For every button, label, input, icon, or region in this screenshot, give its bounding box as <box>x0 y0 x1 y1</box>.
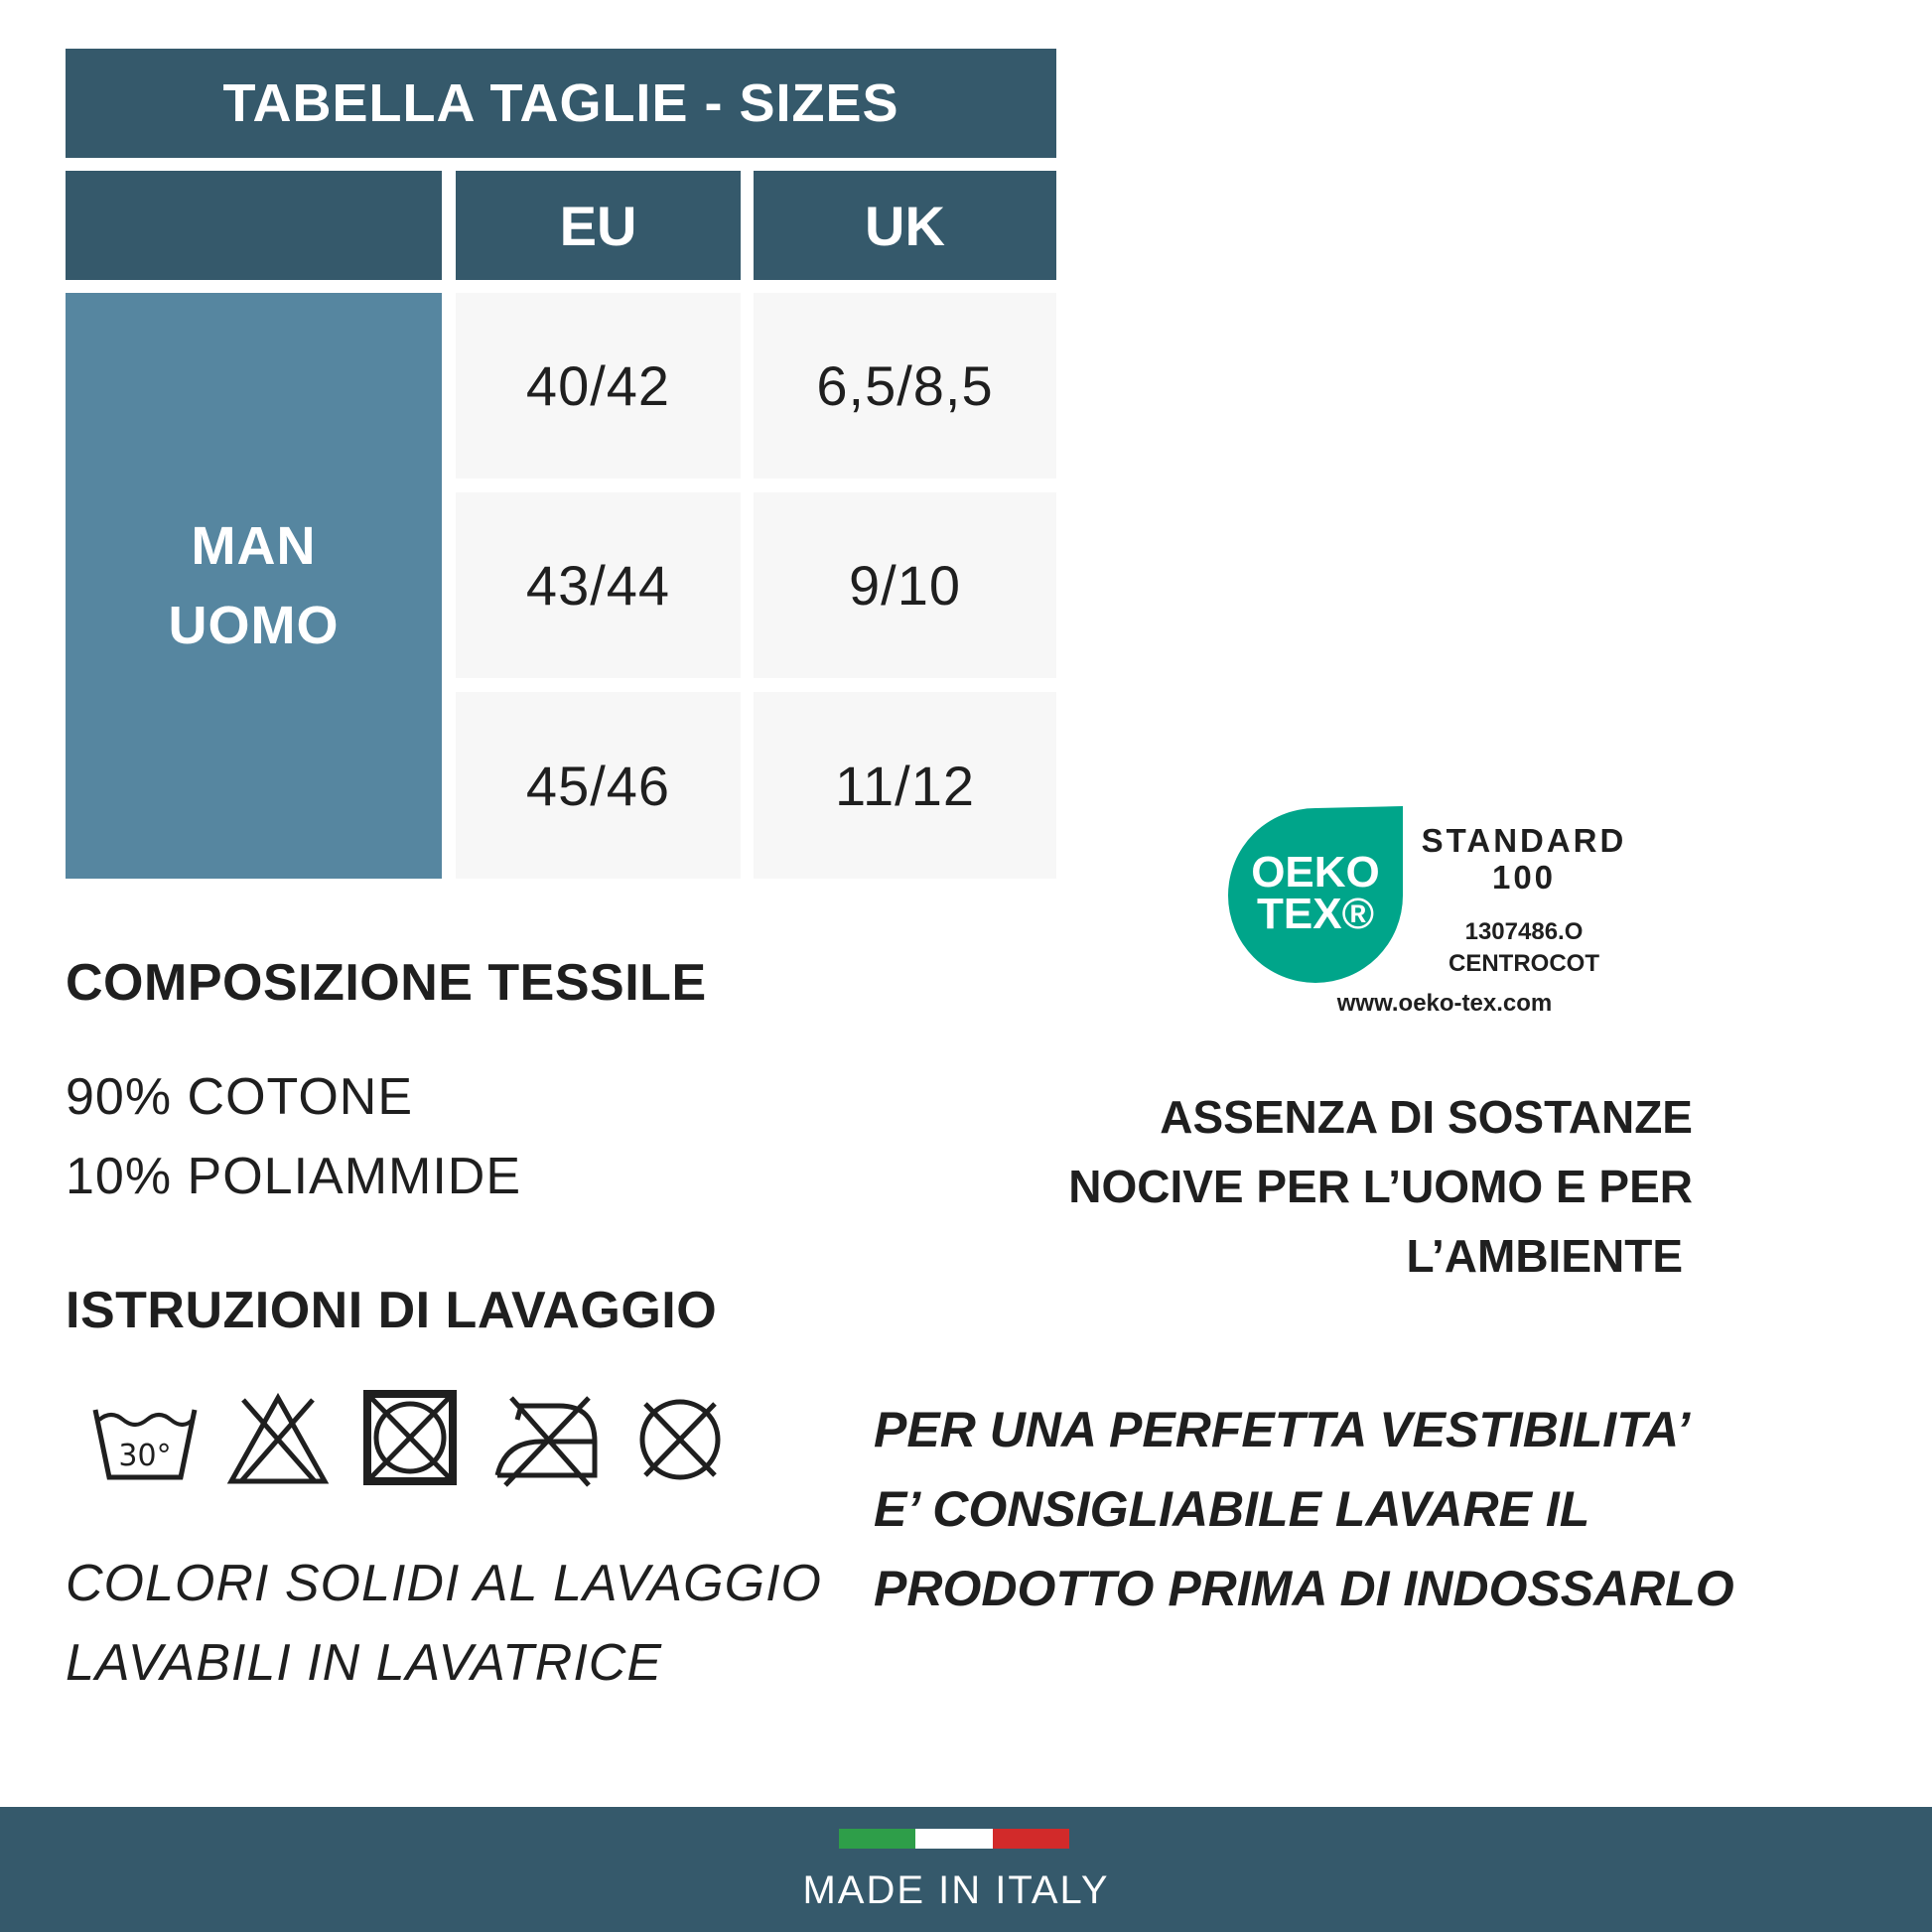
advice-line: PER UNA PERFETTA VESTIBILITA’ <box>874 1402 1691 1457</box>
size-table-title: TABELLA TAGLIE - SIZES <box>66 49 1056 158</box>
column-header-uk: UK <box>754 171 1056 280</box>
table-cell-eu: 45/46 <box>456 692 741 879</box>
table-cell-eu: 40/42 <box>456 293 741 479</box>
composition-line: 90% COTONE <box>66 1068 414 1126</box>
no-bleach-icon <box>223 1390 333 1489</box>
table-cell-uk: 9/10 <box>754 492 1056 678</box>
no-iron-icon <box>491 1390 601 1489</box>
safety-line: ASSENZA DI SOSTANZE <box>1160 1091 1693 1143</box>
size-group-label <box>66 293 442 879</box>
oeko-tex-wordmark <box>1226 848 1405 938</box>
safety-line: L’AMBIENTE <box>1406 1230 1683 1282</box>
oeko-tex-standard-label: STANDARD <box>1421 822 1627 859</box>
oeko-tex-institute: CENTROCOT <box>1449 950 1599 977</box>
no-dry-clean-icon <box>625 1390 735 1489</box>
flag-stripe-green <box>839 1829 915 1849</box>
care-icons-row <box>89 1390 745 1499</box>
footer-bar <box>0 1807 1932 1932</box>
safety-line: NOCIVE PER L’UOMO E PER <box>1068 1161 1693 1212</box>
italian-flag-icon <box>839 1829 1069 1849</box>
group-label-uomo: UOMO <box>168 596 340 655</box>
safety-statement <box>993 1082 1693 1291</box>
washing-heading: ISTRUZIONI DI LAVAGGIO <box>66 1282 718 1339</box>
group-label-man: MAN <box>191 516 317 576</box>
size-table-corner-cell <box>66 171 442 280</box>
flag-stripe-red <box>993 1829 1069 1849</box>
washing-note: LAVABILI IN LAVATRICE <box>66 1634 662 1692</box>
advice-line: E’ CONSIGLIABILE LAVARE IL <box>874 1481 1590 1537</box>
column-header-eu: EU <box>456 171 741 280</box>
oeko-tex-cert <box>1420 916 1628 980</box>
no-tumble-dry-icon <box>357 1390 467 1489</box>
wash-30-icon <box>89 1390 199 1489</box>
flag-stripe-white <box>915 1829 992 1849</box>
made-in-italy-label: MADE IN ITALY <box>802 1868 1110 1912</box>
table-cell-uk: 6,5/8,5 <box>754 293 1056 479</box>
table-cell-uk: 11/12 <box>754 692 1056 879</box>
oeko-tex-logo <box>1226 804 1643 1023</box>
washing-note: COLORI SOLIDI AL LAVAGGIO <box>66 1555 822 1612</box>
composition-line: 10% POLIAMMIDE <box>66 1148 522 1205</box>
fit-advice <box>874 1390 1866 1628</box>
composition-heading: COMPOSIZIONE TESSILE <box>66 954 707 1012</box>
oeko-tex-standard-number: 100 <box>1491 859 1557 896</box>
oeko-tex-cert-number: 1307486.O <box>1464 918 1584 945</box>
oeko-tex-standard <box>1420 822 1628 896</box>
advice-line: PRODOTTO PRIMA DI INDOSSARLO <box>874 1561 1734 1616</box>
table-cell-eu: 43/44 <box>456 492 741 678</box>
wash-temp-label: 30° <box>118 1439 172 1473</box>
oeko-tex-word-oeko: OEKO <box>1251 848 1380 897</box>
oeko-tex-word-tex: TEX® <box>1257 890 1374 938</box>
oeko-tex-url: www.oeko-tex.com <box>1336 990 1553 1017</box>
